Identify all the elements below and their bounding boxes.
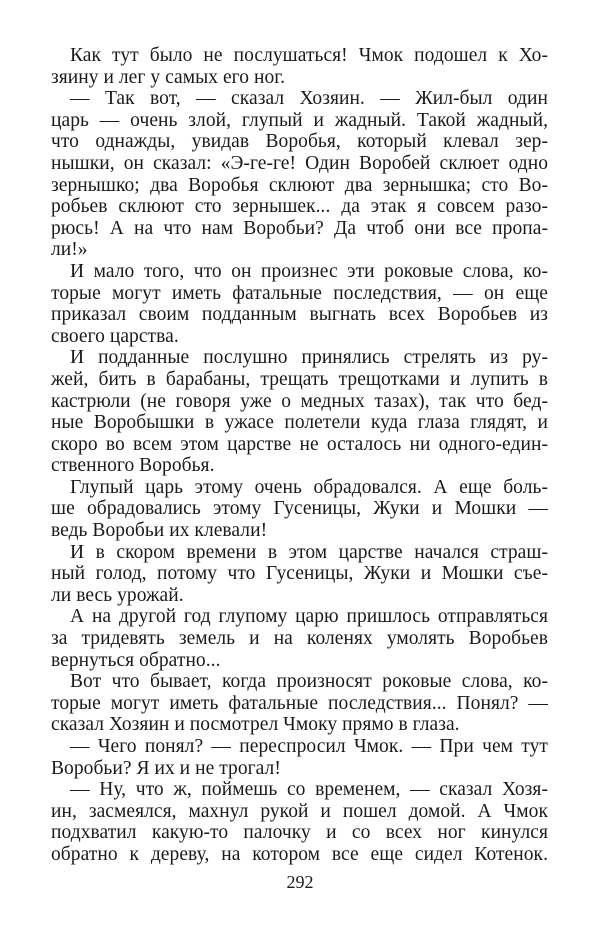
text-line: зернышко; два Воробья склюют два зернышка; сто Во- [51, 174, 548, 196]
text-line: ше обрадовались этому Гусеницы, Жуки и Мошки — [51, 498, 548, 520]
text-line: А на другой год глупому царю пришлось отправляться [70, 606, 548, 628]
text-line: торые могут иметь фатальные последствия, — он еще [51, 282, 548, 304]
text-line: зяину и лег у самых его ног. [51, 66, 286, 88]
paragraph [51, 606, 548, 671]
text-line: царь — очень злой, глупый и жадный. Такой жадный, [51, 109, 548, 131]
text-line: торые могут иметь фатальные последствия... Понял? — [51, 692, 548, 714]
text-line: ли весь урожай. [51, 584, 184, 606]
text-line: И мало того, что он произнес эти роковые слова, ко- [70, 260, 548, 282]
page-number: 292 [286, 872, 314, 892]
page-body [51, 45, 548, 866]
text-line: И подданные послушно принялись стрелять из ру- [70, 347, 548, 369]
text-line: кастрюли (не говоря уже о медных тазах), так что бед- [51, 390, 548, 412]
text-line: скоро во всем этом царстве не осталось ни одного-един- [51, 433, 548, 455]
text-line: Воробьи? Я их и не трогал! [51, 757, 281, 779]
text-line: — Так вот, — сказал Хозяин. — Жил-был один [70, 88, 548, 110]
paragraph [51, 261, 548, 347]
paragraph [51, 347, 548, 477]
text-line: робьев склюют сто зернышек... да этак я совсем разо- [51, 196, 548, 218]
text-line: жей, бить в барабаны, трещать трещотками и лупить в [51, 368, 548, 390]
text-line: за тридевять земель и на коленях умолять Воробьев [51, 628, 548, 650]
paragraph [51, 45, 548, 88]
paragraph [51, 88, 548, 261]
text-line: ный голод, потому что Гусеницы, Жуки и Мошки съе- [51, 563, 548, 585]
text-line: подхватил какую-то палочку и со всех ног кинулся [51, 822, 548, 844]
text-line: ные Воробышки в ужасе полетели куда глаза глядят, и [51, 412, 548, 434]
paragraph [51, 736, 548, 779]
text-line: обратно к дереву, на котором все еще сидел Котенок. [51, 843, 548, 865]
text-line: — Ну, что ж, поймешь со временем, — сказал Хозя- [70, 779, 548, 801]
text-line: Вот что бывает, когда произносят роковые слова, ко- [70, 671, 548, 693]
text-line: сказал Хозяин и посмотрел Чмоку прямо в глаза. [51, 714, 460, 736]
text-line: Глупый царь этому очень обрадовался. А еще боль- [70, 476, 548, 498]
paragraph [51, 542, 548, 607]
paragraph [51, 477, 548, 542]
text-line: Как тут было не послушаться! Чмок подошел к Хо- [70, 45, 548, 66]
text-line: рюсь! А на что нам Воробьи? Да чтоб они все пропа- [51, 217, 548, 239]
text-line: ственного Воробья. [51, 455, 215, 477]
text-line: нышки, он сказал: «Э-ге-ге! Один Воробей склюет одно [51, 152, 548, 174]
text-line: — Чего понял? — переспросил Чмок. — При чем тут [70, 736, 548, 757]
text-line: ведь Воробьи их клевали! [51, 520, 268, 542]
paragraph [51, 671, 548, 736]
text-line: И в скором времени в этом царстве начался страш- [70, 541, 548, 563]
text-line: своего царства. [51, 325, 179, 347]
paragraph [51, 779, 548, 865]
text-line: ли!» [51, 239, 88, 261]
text-line: ин, засмеялся, махнул рукой и пошел домой. А Чмок [51, 800, 548, 822]
text-line: приказал своим подданным выгнать всех Воробьев из [51, 304, 548, 326]
text-line: вернуться обратно... [51, 649, 221, 671]
text-line: что однажды, увидав Воробья, который клевал зер- [51, 131, 548, 153]
